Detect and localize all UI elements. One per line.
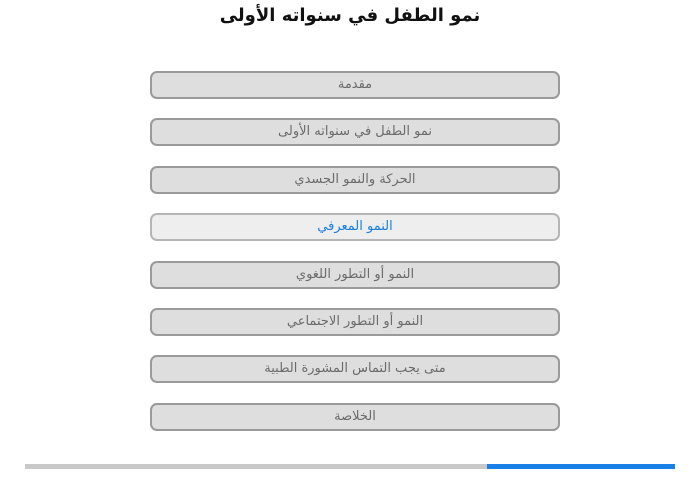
menu-item-physical-development[interactable]: الحركة والنمو الجسدي xyxy=(150,166,560,194)
menu-item-when-seek-medical-advice[interactable]: متى يجب التماس المشورة الطبية xyxy=(150,355,560,383)
progress-bar-fill xyxy=(487,464,676,469)
menu-item-cognitive-development[interactable]: النمو المعرفي xyxy=(150,213,560,241)
menu-item-social-development[interactable]: النمو أو التطور الاجتماعي xyxy=(150,308,560,336)
page-title: نمو الطفل في سنواته الأولى xyxy=(219,5,481,26)
menu-item-introduction[interactable]: مقدمة xyxy=(150,71,560,99)
menu-item-language-development[interactable]: النمو أو التطور اللغوي xyxy=(150,261,560,289)
chapter-menu xyxy=(150,71,560,450)
menu-item-summary[interactable]: الخلاصة xyxy=(150,403,560,431)
menu-item-early-years-growth[interactable]: نمو الطفل في سنواته الأولى xyxy=(150,118,560,146)
progress-bar xyxy=(25,464,675,469)
